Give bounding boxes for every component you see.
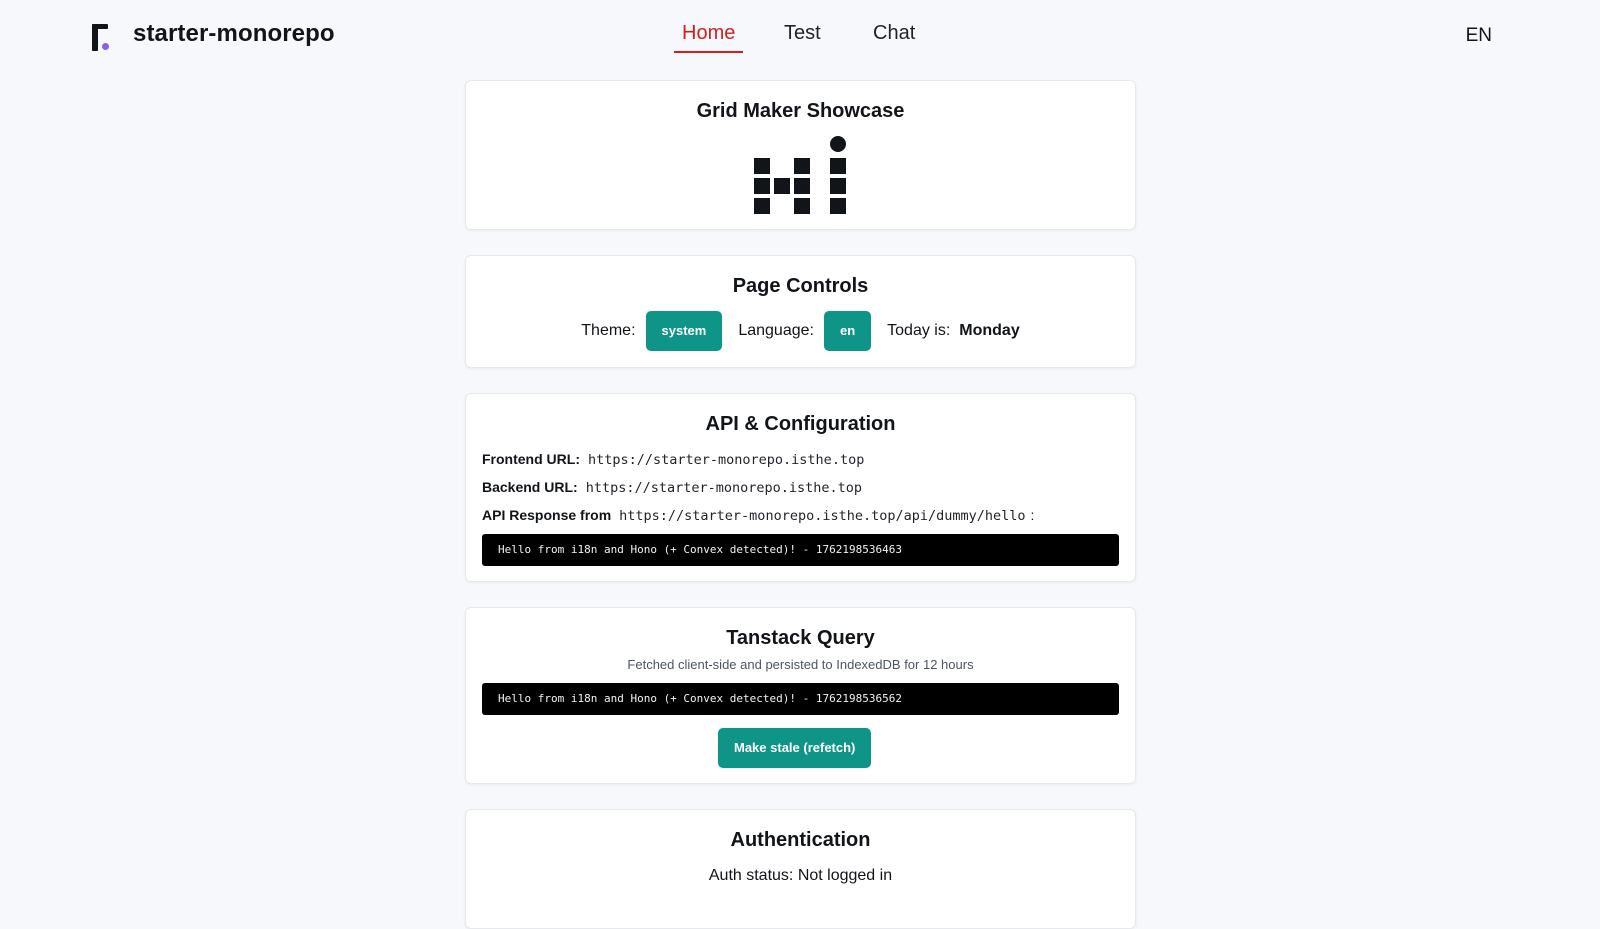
api-response-output: Hello from i18n and Hono (+ Convex detected)! - 1762198536463 xyxy=(482,534,1119,566)
backend-url-row xyxy=(482,479,862,496)
frontend-url-label: Frontend URL: xyxy=(482,451,580,467)
grid-showcase-card xyxy=(465,80,1136,230)
backend-url-value: https://starter-monorepo.isthe.top xyxy=(585,480,863,496)
grid-showcase-title: Grid Maker Showcase xyxy=(696,100,905,122)
nav-home-label: Home xyxy=(682,22,736,44)
grid-maker-graphic xyxy=(756,136,856,216)
grid-dot xyxy=(830,136,846,152)
grid-cell xyxy=(754,158,770,174)
controls-row xyxy=(466,311,1135,351)
language-toggle-button[interactable]: en xyxy=(824,311,871,351)
nav-chat[interactable] xyxy=(873,22,915,45)
language-switcher[interactable]: EN xyxy=(1465,25,1492,46)
auth-title: Authentication xyxy=(730,829,871,851)
grid-cell xyxy=(830,158,846,174)
grid-cell xyxy=(794,178,810,194)
api-config-title: API & Configuration xyxy=(705,413,896,435)
brand-name[interactable]: starter-monorepo xyxy=(133,20,335,47)
nav-chat-label: Chat xyxy=(873,22,916,44)
nav-test[interactable] xyxy=(784,22,821,45)
grid-cell xyxy=(794,158,810,174)
today-value: Monday xyxy=(959,322,1020,339)
tanstack-card xyxy=(465,607,1136,784)
make-stale-button[interactable]: Make stale (refetch) xyxy=(718,728,871,768)
backend-url-label: Backend URL: xyxy=(482,479,578,495)
api-config-card xyxy=(465,393,1136,582)
grid-cell xyxy=(830,178,846,194)
nav-test-label: Test xyxy=(784,22,821,44)
tanstack-response-output: Hello from i18n and Hono (+ Convex detected)! - 1762198536562 xyxy=(482,683,1119,715)
theme-label: Theme: xyxy=(581,322,636,339)
tanstack-title: Tanstack Query xyxy=(726,627,875,649)
top-navbar xyxy=(0,0,1600,72)
page-controls-card xyxy=(465,255,1136,368)
grid-cell xyxy=(754,198,770,214)
api-response-row xyxy=(482,507,1034,524)
api-response-url: https://starter-monorepo.isthe.top/api/dummy/hello xyxy=(619,508,1026,524)
today-label: Today is: xyxy=(887,322,951,339)
nav-home[interactable] xyxy=(682,22,735,45)
app-logo[interactable] xyxy=(92,24,110,52)
auth-status: Auth status: Not logged in xyxy=(708,867,893,884)
grid-cell xyxy=(774,178,790,194)
api-response-colon: : xyxy=(1030,507,1035,523)
page-controls-title: Page Controls xyxy=(732,275,869,297)
theme-toggle-button[interactable]: system xyxy=(646,311,723,351)
active-underline xyxy=(674,51,743,53)
grid-cell xyxy=(830,198,846,214)
grid-cell xyxy=(794,198,810,214)
tanstack-subtitle: Fetched client-side and persisted to IndexedDB for 12 hours xyxy=(627,657,974,672)
api-response-label: API Response from xyxy=(482,507,612,523)
frontend-url-value: https://starter-monorepo.isthe.top xyxy=(587,452,865,468)
frontend-url-row xyxy=(482,451,864,468)
auth-card xyxy=(465,809,1136,929)
language-label: Language: xyxy=(738,322,814,339)
grid-cell xyxy=(754,178,770,194)
